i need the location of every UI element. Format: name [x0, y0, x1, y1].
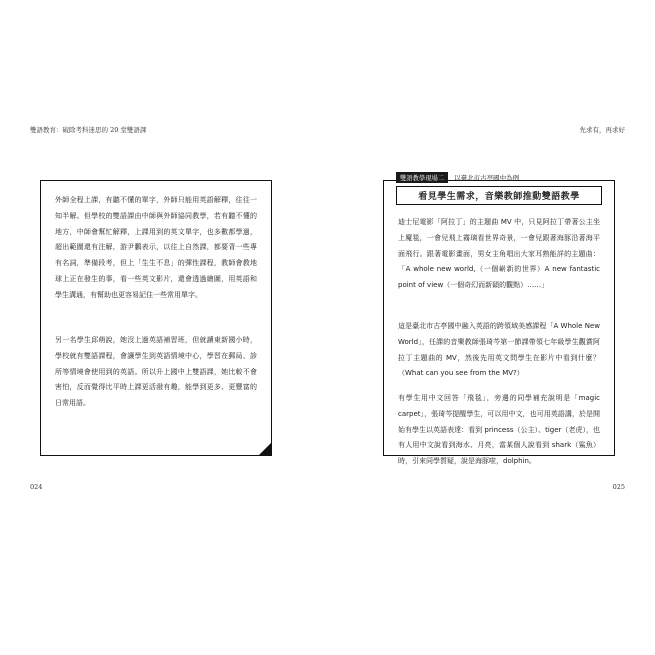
right-paragraph-2: 這是臺北市古亭國中融入英語的跨領域美感課程「A Whole New World」，任課的音樂教師張琦芩第一節課帶領七年級學生觀賞阿拉丁主題曲的 MV，然後先用英文問學生在影片中看到什麼？（What can you see from the MV?） — [398, 322, 600, 378]
right-page-number: 025 — [612, 483, 625, 491]
section-title: 看見學生需求，音樂教師推動雙語教學 — [396, 186, 602, 205]
section-tag: 雙語教學現場二 — [396, 172, 448, 183]
left-page-number: 024 — [30, 483, 43, 491]
section-tag-subtitle: 以臺北市古亭國中為例 — [454, 173, 520, 182]
right-running-header: 先求有，再求好 — [579, 126, 625, 134]
right-paragraph-3: 有學生用中文回答「飛毯」，旁邊的同學補充說明是「magic carpet」，張琦芩提醒學生，可以用中文，也可用英語講，於是開始有學生以英語表達：看到 princess（公主）、tiger（老虎），也有人用中文說看到海水、月亮，當某個人說看到 shark（鯊魚）時，引來同學質疑，說是海豚啦，dolphin。 — [398, 394, 600, 466]
left-paragraph-2: 另一名學生邱萌說，她沒上過英語補習班，但就讀東新國小時，學校就有雙語課程，會讓學生到英語情境中心，學習在郵局、診所等情境會使用到的英語。所以升上國中上雙語課，她比較不會害怕，反而覺得比平時上課更活潑有趣，能學到更多、更豐富的日常用語。 — [55, 336, 257, 408]
right-paragraph-1: 迪士尼電影「阿拉丁」的主題曲 MV 中，只見阿拉丁帶著公主坐上魔毯，一會兒飛上霧璃看世界奇景，一會兒跟著海豚沿著海平面飛行。跟著電影畫面，男女主角唱出大家耳熟能詳的主題曲：「A whole new world,（一個嶄新的世界）A new fantastic point of view（一個奇幻而新穎的觀點）……」 — [398, 218, 600, 290]
section-banner — [396, 171, 602, 203]
right-page-frame — [383, 180, 615, 466]
left-running-header: 雙語教育：破除考科迷思的 20 堂雙語課 — [30, 126, 147, 134]
left-page-frame — [40, 180, 272, 456]
left-paragraph-1: 外師全程上課，有聽不懂的單字，外師只能用英語解釋，往往一知半解。但學校的雙語課由中師與外師協同教學，若有聽不懂的地方，中師會幫忙解釋，上課用到的英文單字，也多數都學過，超出範圍還有注解，游尹鵬表示，以往上自然課，都要背一些專有名詞，準備段考，但上「生生不息」的彈性課程，教師會教地球上正在發生的事，看一些英文影片，還會透過繪圖，用英語和學生溝通，有幫助也更容易記住一些常用單字。 — [55, 196, 257, 299]
page-corner-fold-icon — [258, 442, 272, 456]
